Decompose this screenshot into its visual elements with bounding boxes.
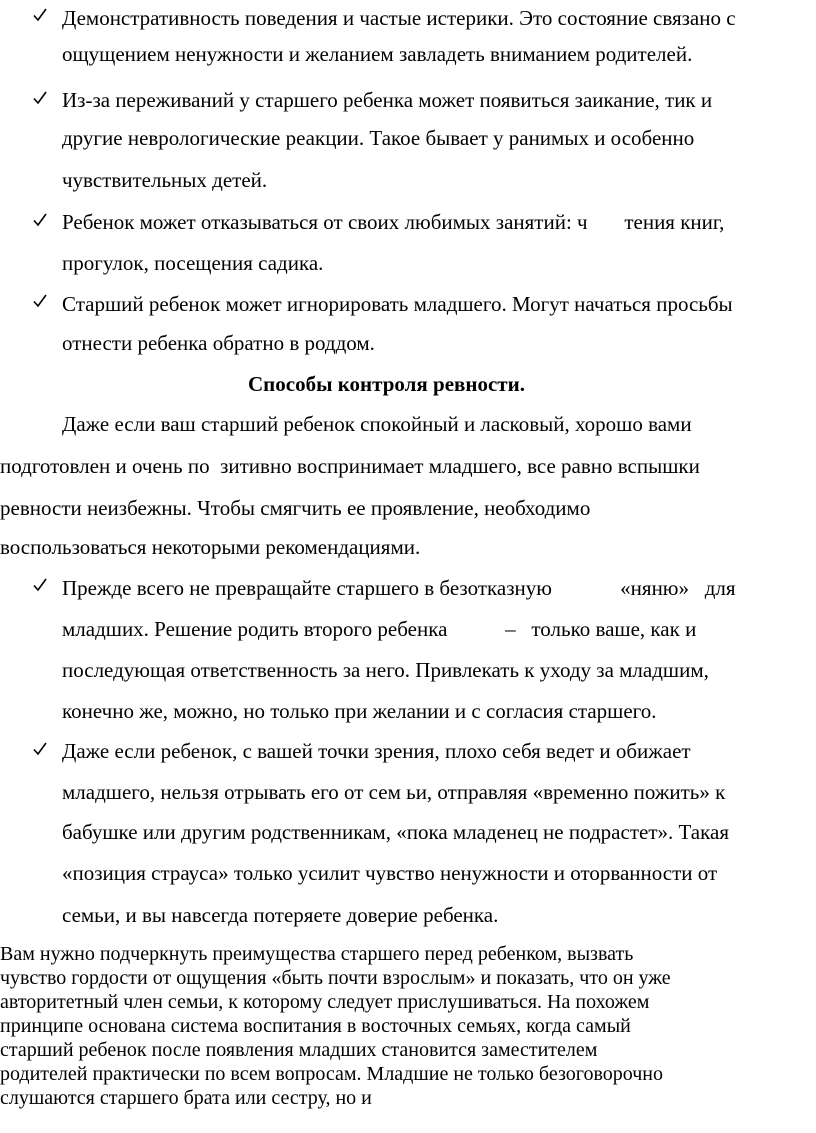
section-heading: Способы контроля ревности. (248, 372, 525, 396)
bullet-text-line: Даже если ребенок, с вашей точки зрения, плохо себя ведет и обижает (62, 739, 691, 763)
checkmark-icon (32, 212, 48, 228)
bullet-text-line: ощущением ненужности и желанием завладеть вниманием родителей. (62, 42, 693, 66)
check-bullet (32, 293, 54, 317)
bullet-text-line: младшего, нельзя отрывать его от сем ьи, отправляя «временно пожить» к (62, 780, 726, 804)
paragraph-line: принципе основана система воспитания в восточных семьях, когда самый (0, 1015, 631, 1037)
bullet-text-line: конечно же, можно, но только при желании и с согласия старшего. (62, 699, 657, 723)
bullet-text-line: Ребенок может отказываться от своих любимых занятий: ч тения книг, (62, 210, 725, 234)
bullet-text-line: другие неврологические реакции. Такое бывает у ранимых и особенно (62, 126, 695, 150)
bullet-text-line: Из-за переживаний у старшего ребенка может появиться заикание, тик и (62, 88, 713, 112)
paragraph-line: Вам нужно подчеркнуть преимущества старшего перед ребенком, вызвать (0, 943, 634, 965)
paragraph-line: старший ребенок после появления младших становится заместителем (0, 1039, 598, 1061)
bullet-text-line: семьи, и вы навсегда потеряете доверие ребенка. (62, 903, 499, 927)
bullet-text-line: чувствительных детей. (62, 168, 268, 192)
check-bullet (32, 212, 54, 236)
paragraph-line: родителей практически по всем вопросам. Младшие не только безоговорочно (0, 1063, 663, 1085)
checkmark-icon (32, 577, 48, 593)
bullet-text-line: Старший ребенок может игнорировать младшего. Могут начаться просьбы (62, 292, 733, 316)
bullet-text-line: отнести ребенка обратно в роддом. (62, 331, 375, 355)
bullet-text-line: Прежде всего не превращайте старшего в безотказную «няню» для (62, 576, 736, 600)
paragraph-line: авторитетный член семьи, к которому следует прислушиваться. На похожем (0, 991, 650, 1013)
paragraph-line: слушаются старшего брата или сестру, но и (0, 1087, 372, 1109)
bullet-text-line: «позиция страуса» только усилит чувство ненужности и оторванности от (62, 861, 718, 885)
check-bullet (32, 7, 54, 31)
checkmark-icon (32, 90, 48, 106)
bullet-text-line: бабушке или другим родственникам, «пока младенец не подрастет». Такая (62, 820, 729, 844)
paragraph-line: подготовлен и очень по зитивно воспринимает младшего, все равно вспышки (0, 454, 700, 478)
check-bullet (32, 90, 54, 114)
checkmark-icon (32, 293, 48, 309)
check-bullet (32, 741, 54, 765)
checkmark-icon (32, 7, 48, 23)
bullet-text-line: Демонстративность поведения и частые истерики. Это состояние связано с (62, 6, 736, 30)
paragraph-line: чувство гордости от ощущения «быть почти взрослым» и показать, что он уже (0, 967, 671, 989)
paragraph-line: Даже если ваш старший ребенок спокойный и ласковый, хорошо вами (62, 412, 692, 436)
check-bullet (32, 577, 54, 601)
checkmark-icon (32, 741, 48, 757)
bullet-text-line: последующая ответственность за него. Привлекать к уходу за младшим, (62, 658, 709, 682)
paragraph-line: воспользоваться некоторыми рекомендациями. (0, 535, 421, 559)
bullet-text-line: младших. Решение родить второго ребенка – только ваше, как и (62, 617, 697, 641)
paragraph-line: ревности неизбежны. Чтобы смягчить ее проявление, необходимо (0, 496, 591, 520)
bullet-text-line: прогулок, посещения садика. (62, 251, 324, 275)
